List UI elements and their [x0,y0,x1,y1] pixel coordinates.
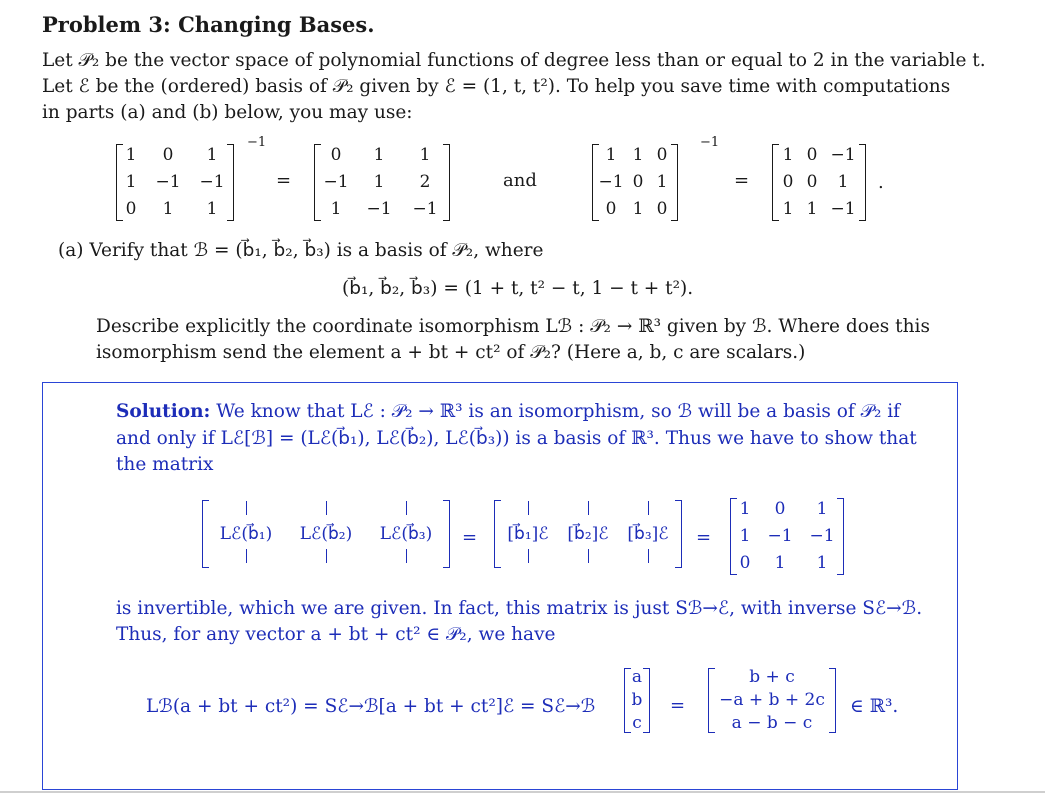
matrix-a-cell: 1 [206,145,218,165]
matrix-a [120,142,230,223]
equals-sign-5: = [670,695,686,716]
result-matrix-cell: 0 [739,553,751,573]
coord-col-3: [b⃗₃]ℰ [627,524,669,544]
le-col-3: Lℰ(b⃗₃) [379,524,433,544]
result-matrix-cell: −1 [767,526,793,546]
intro-line-2: Let ℰ be the (ordered) basis of 𝒫₂ given by ℰ = (1, t, t²). To help you save time with computations [42,76,951,97]
matrix-b-inverse-cell: 1 [782,199,794,219]
matrix-b-cell: 1 [632,199,644,219]
solution-line-4: is invertible, which we are given. In fact, this matrix is just Sℬ→ℰ, with inverse Sℰ→ℬ. [116,598,923,619]
col-bar [618,546,678,570]
final-result-vector [712,666,832,735]
matrix-b-cell: 0 [656,199,668,219]
period: . [878,172,884,193]
final-row-2: −a + b + 2c [719,690,825,710]
col-bar [286,546,366,570]
solution-line-3: the matrix [116,454,214,475]
part-a-line-2: Describe explicitly the coordinate isomorphism Lℬ : 𝒫₂ → ℝ³ given by ℬ. Where does this [96,316,930,337]
result-matrix-cell: −1 [809,526,835,546]
col-bar [498,546,558,570]
col-bar [366,498,446,522]
matrix-a-cell: −1 [155,172,181,192]
result-matrix-cell: 0 [774,499,786,519]
final-row-1: b + c [749,667,795,687]
matrix-b-cell: 1 [632,145,644,165]
problem-title: Problem 3: Changing Bases. [42,12,375,37]
result-matrix-cell: 1 [739,526,751,546]
matrix-a-inverse-cell: 1 [373,172,385,192]
result-matrix-cell: 1 [816,499,828,519]
matrix-b-cell: 0 [656,145,668,165]
matrix-b-cell: 0 [605,199,617,219]
final-equation-lhs: Lℬ(a + bt + ct²) = Sℰ→ℬ[a + bt + ct²]ℰ = Sℰ→ℬ [146,696,596,717]
matrix-b [596,142,674,223]
solution-line-5: Thus, for any vector a + bt + ct² ∈ 𝒫₂, we have [116,624,556,645]
part-a-display: (b⃗₁, b⃗₂, b⃗₃) = (1 + t, t² − t, 1 − t + t²). [342,278,694,299]
abc-b: b [631,690,643,710]
solution-line-1 [116,399,900,425]
equals-sign-2: = [734,170,750,191]
inverse-exponent-2: −1 [700,135,720,150]
abc-vector [628,666,646,735]
equals-sign-1: = [276,170,292,191]
col-bar [366,546,446,570]
intro-line-3: in parts (a) and (b) below, you may use: [42,102,413,123]
equals-sign-3: = [462,527,478,548]
abc-c: c [632,713,642,733]
final-tail: ∈ ℝ³. [850,696,899,717]
coord-col-2: [b⃗₂]ℰ [567,524,609,544]
matrix-a-inverse-cell: 0 [330,145,342,165]
matrix-a-inverse-cell: 1 [330,199,342,219]
col-bar [558,498,618,522]
matrix-b-cell: 0 [632,172,644,192]
matrix-a-inverse-cell: −1 [366,199,392,219]
matrix-a-inverse-cell: 1 [373,145,385,165]
matrix-b-cell: −1 [598,172,624,192]
abc-a: a [631,667,643,687]
matrix-b-inverse-cell: 0 [782,172,794,192]
part-a-line-3: isomorphism send the element a + bt + ct² of 𝒫₂? (Here a, b, c are scalars.) [96,342,806,363]
matrix-b-inverse-cell: 0 [806,145,818,165]
result-matrix-cell: 1 [816,553,828,573]
matrix-a-cell: −1 [199,172,225,192]
matrix-result [734,496,840,577]
inverse-exponent-1: −1 [247,135,267,150]
matrix-le-columns [206,498,446,570]
solution-label: Solution: [116,401,211,422]
result-matrix-cell: 1 [774,553,786,573]
final-row-3: a − b − c [731,713,813,733]
matrix-coord-columns [498,498,678,570]
matrix-b-inverse-cell: 1 [806,199,818,219]
matrix-a-cell: 1 [206,199,218,219]
col-bar [558,546,618,570]
matrix-a-cell: 1 [125,145,137,165]
intro-line-1: Let 𝒫₂ be the vector space of polynomial functions of degree less than or equal to 2 in the variable t. [42,50,986,71]
matrix-b-inverse [776,142,862,223]
matrix-a-inverse-cell: 1 [419,145,431,165]
matrix-b-inverse-cell: −1 [830,145,856,165]
matrix-a-inverse-cell: 2 [419,172,431,192]
col-bar [206,498,286,522]
matrix-a-inverse-cell: −1 [323,172,349,192]
matrix-b-inverse-cell: 1 [837,172,849,192]
coord-col-1: [b⃗₁]ℰ [507,524,549,544]
col-bar [286,498,366,522]
matrix-a-cell: 0 [125,199,137,219]
col-bar [498,498,558,522]
col-bar [618,498,678,522]
equals-sign-4: = [696,527,712,548]
matrix-a-inverse [318,142,446,223]
part-a-line-1: (a) Verify that ℬ = (b⃗₁, b⃗₂, b⃗₃) is a basis of 𝒫₂, where [58,240,544,261]
matrix-a-cell: 1 [162,199,174,219]
page-bottom-divider [0,791,1045,793]
result-matrix-cell: 1 [739,499,751,519]
solution-line-2: and only if Lℰ[ℬ] = (Lℰ(b⃗₁), Lℰ(b⃗₂), Lℰ(b⃗₃)) is a basis of ℝ³. Thus we have to show that [116,428,917,449]
matrix-b-inverse-cell: 0 [806,172,818,192]
matrix-a-cell: 1 [125,172,137,192]
and-text: and [503,170,537,191]
col-bar [206,546,286,570]
matrix-b-cell: 1 [605,145,617,165]
matrix-a-cell: 0 [162,145,174,165]
matrix-b-inverse-cell: 1 [782,145,794,165]
matrix-b-inverse-cell: −1 [830,199,856,219]
matrix-a-inverse-cell: −1 [412,199,438,219]
le-col-1: Lℰ(b⃗₁) [219,524,273,544]
le-col-2: Lℰ(b⃗₂) [299,524,353,544]
matrix-b-cell: 1 [656,172,668,192]
solution-line-1-text: We know that Lℰ : 𝒫₂ → ℝ³ is an isomorphism, so ℬ will be a basis of 𝒫₂ if [210,401,900,422]
